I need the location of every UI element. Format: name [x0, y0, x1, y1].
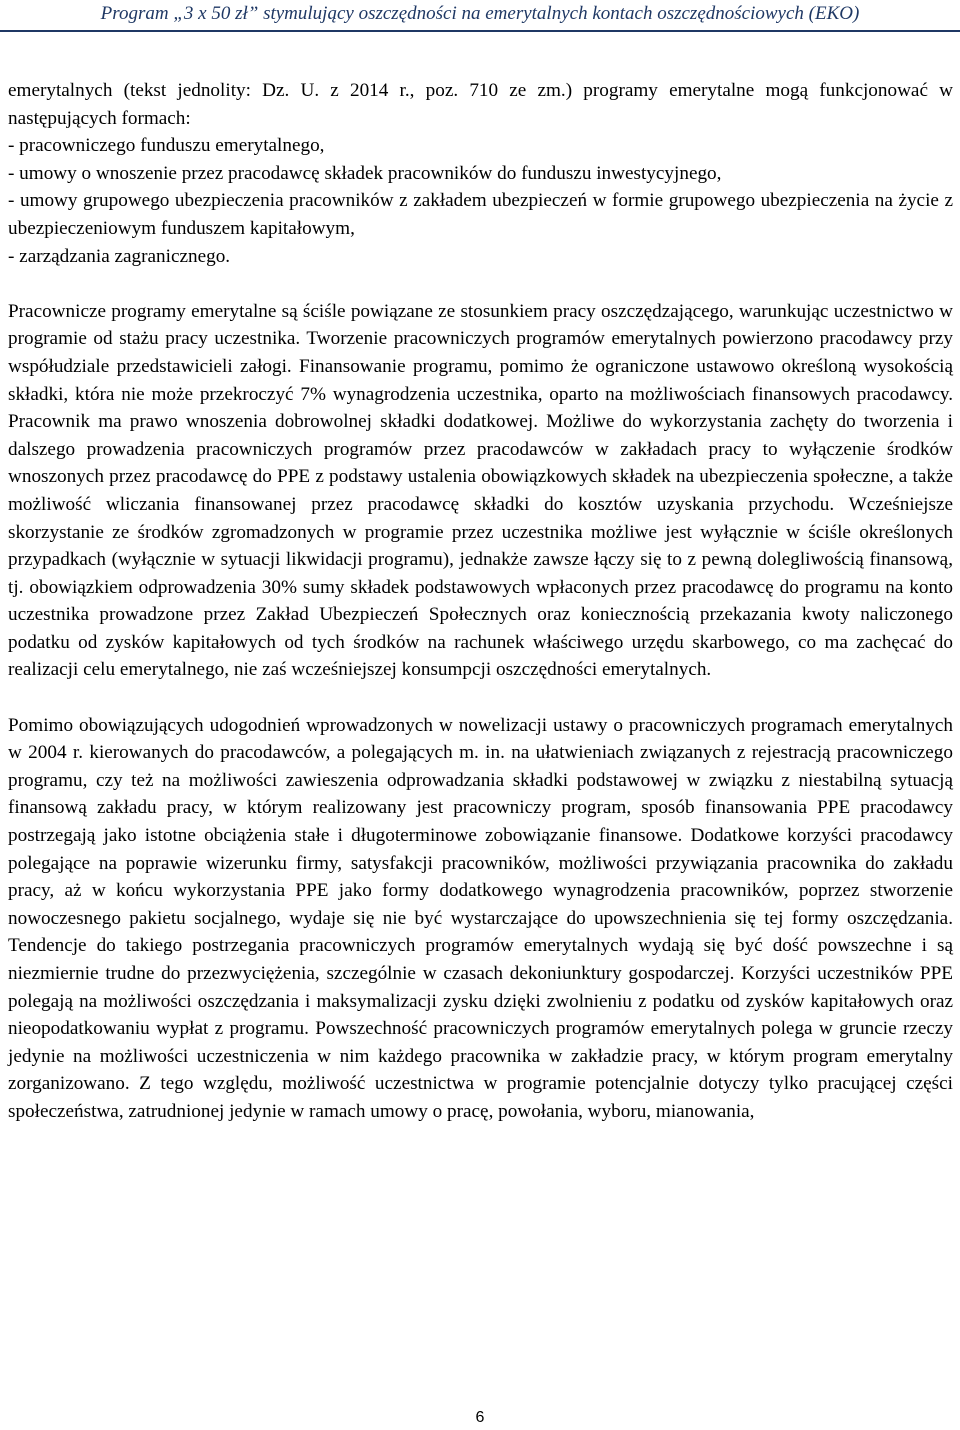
list-item: - umowy grupowego ubezpieczenia pracowników z zakładem ubezpieczeń w formie grupowego ubezpieczenia na życie z ubezpieczeniowym funduszem kapitałowym, [8, 190, 953, 239]
document-body [8, 77, 953, 1126]
paragraph-gap [8, 684, 953, 712]
intro-paragraph: emerytalnych (tekst jednolity: Dz. U. z 2014 r., poz. 710 ze zm.) programy emerytalne mogą funkcjonować w następujących formach: [8, 80, 953, 129]
list-item: - zarządzania zagranicznego. [8, 245, 231, 267]
body-paragraph: Pracownicze programy emerytalne są ściśle powiązane ze stosunkiem pracy oszczędzającego, warunkując uczestnictwo w programie od stażu pracy uczestnika. Tworzenie pracowniczych programów emerytalnych powierzono pracodawcy przy współudziale przedstawicieli załogi. Finansowanie programu, pomimo że ograniczone ustawowo określoną wysokością składki, która nie może przekroczyć 7% wynagrodzenia uczestnika, oparto na możliwościach finansowych pracodawcy. Pracownik ma prawo wnoszenia dobrowolnej składki dodatkowej. Możliwe do wykorzystania zachęty do tworzenia i dalszego prowadzenia pracowniczych programów przez pracodawców w zakładach pracy to wyłączenie środków wnoszonych przez pracodawcę do PPE z podstawy ustalenia obowiązkowych składek na ubezpieczenia społeczne, a także możliwość wliczania finansowanej przez pracodawcę składki do kosztów uzyskania przychodu. Wcześniejsze skorzystanie ze środków zgromadzonych w programie przez uczestnika możliwe jest wyłącznie w ściśle określonych przypadkach (wyłącznie w sytuacji likwidacji programu), jednakże zawsze łączy się to z pewną dolegliwością finansową, tj. obowiązkiem odprowadzenia 30% sumy składek podstawowych wpłaconych przez pracodawcę do programu na konto uczestnika prowadzone przez Zakład Ubezpieczeń Społecznych oraz koniecznością przekazania kwoty naliczonego podatku od zysków kapitałowych od tych środków na rachunek właściwego urzędu skarbowego, co ma zachęcać do realizacji celu emerytalnego, nie zaś wcześniejszej konsumpcji oszczędności emerytalnych. [8, 300, 953, 681]
body-paragraph: Pomimo obowiązujących udogodnień wprowadzonych w nowelizacji ustawy o pracowniczych programach emerytalnych w 2004 r. kierowanych do pracodawców, a polegających m. in. na ułatwieniach związanych z rejestracją pracowniczego programu, czy też na możliwości zawieszenia odprowadzania składki podstawowej w związku z niestabilną sytuacją finansową zakładu pracy, w którym realizowany jest pracowniczy program, sposób finansowania PPE pracodawcy postrzegają jako istotne obciążenia stałe i długoterminowe zobowiązanie finansowe. Dodatkowe korzyści pracodawcy polegające na poprawie wizerunku firmy, satysfakcji pracowników, możliwości przywiązania pracownika do zakładu pracy, aż w końcu wykorzystania PPE jako formy dodatkowego wynagrodzenia pracowników, poprzez stworzenie nowoczesnego pakietu socjalnego, wydaje się nie być wystarczające do upowszechnienia się tej formy oszczędzania. Tendencje do takiego postrzegania pracowniczych programów emerytalnych wydają się być dość powszechne i są niezmiernie trudne do przezwyciężenia, szczególnie w czasach dekoniunktury gospodarczej. Korzyści uczestników PPE polegają na możliwości oszczędzania i maksymalizacji zysku dzięki zwolnieniu z podatku od zysków kapitałowych oraz nieopodatkowaniu wypłat z programu. Powszechność pracowniczych programów emerytalnych polega w gruncie rzeczy jedynie na możliwości uczestniczenia w nim każdego pracownika w zakładzie pracy, w którym program emerytalny zorganizowano. Z tego względu, możliwość uczestnictwa w programie potencjalnie dotyczy tylko pracującej części społeczeństwa, zatrudnionej jedynie w ramach umowy o pracę, powołania, wyboru, mianowania, [8, 714, 953, 1122]
header-rule [0, 30, 960, 32]
page-number: 6 [475, 1409, 485, 1426]
list-item: - umowy o wnoszenie przez pracodawcę składek pracowników do funduszu inwestycyjnego, [8, 162, 722, 184]
paragraph-gap [8, 270, 953, 298]
running-header: Program „3 x 50 zł” stymulujący oszczędności na emerytalnych kontach oszczędnościowych (EKO) [100, 3, 860, 24]
list-item: - pracowniczego funduszu emerytalnego, [8, 135, 325, 157]
